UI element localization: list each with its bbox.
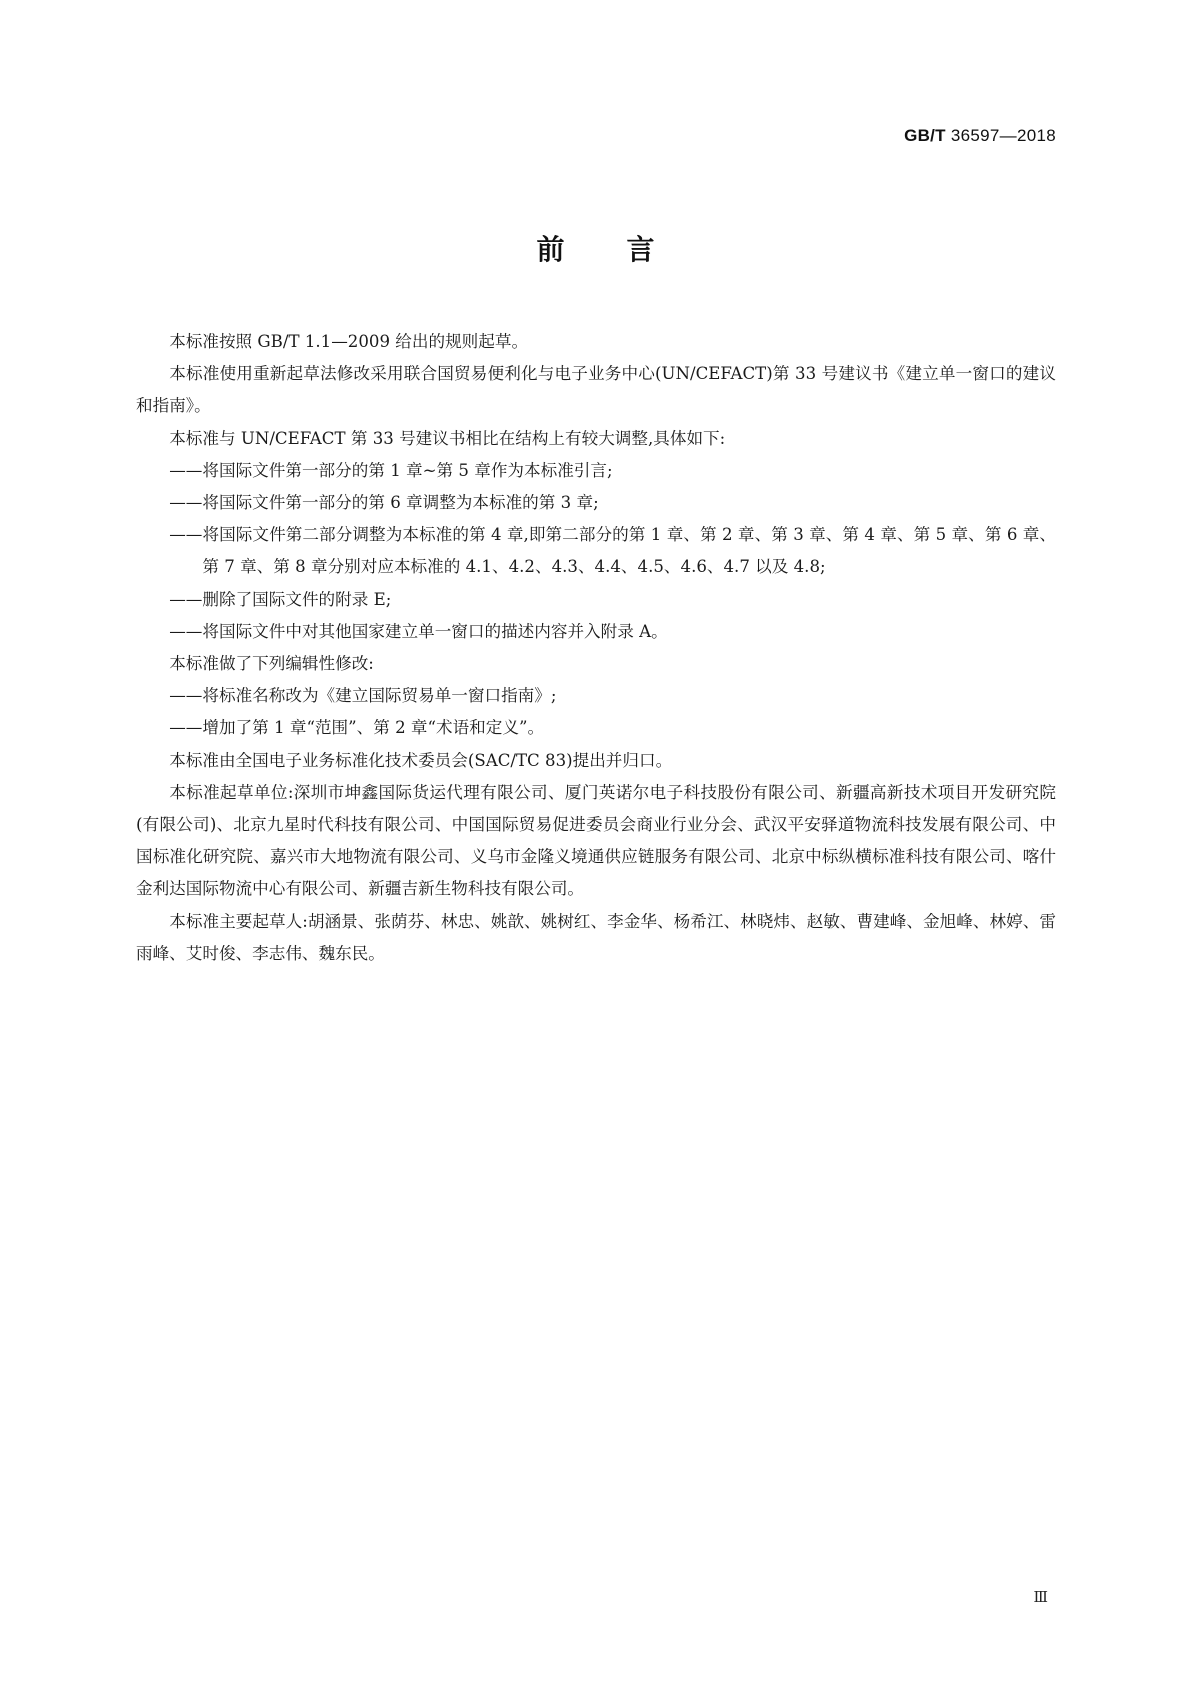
list-item-editorial-2 (136, 712, 1056, 744)
paragraph-structure-intro: 本标准与 UN/CEFACT 第 33 号建议书相比在结构上有较大调整,具体如下: (169, 428, 726, 448)
list-item-structure-3 (136, 519, 1056, 583)
dash-marker: —— (169, 493, 203, 513)
standard-code-number: 36597—2018 (945, 126, 1056, 145)
paragraph-editorial-intro: 本标准做了下列编辑性修改: (169, 654, 374, 674)
dash-marker: —— (169, 589, 203, 609)
dash-marker: —— (169, 686, 203, 706)
list-item-text: 将国际文件第一部分的第 6 章调整为本标准的第 3 章; (202, 493, 599, 513)
dash-marker: —— (169, 525, 203, 545)
dash-marker: —— (169, 460, 203, 480)
standard-code (904, 126, 1056, 146)
list-item-text: 将国际文件中对其他国家建立单一窗口的描述内容并入附录 A。 (202, 621, 668, 641)
list-item-text: 将标准名称改为《建立国际贸易单一窗口指南》; (202, 686, 557, 706)
list-item-text: 将国际文件第一部分的第 1 章~第 5 章作为本标准引言; (202, 460, 613, 480)
list-item-structure-1 (136, 455, 1056, 487)
list-item-structure-5 (136, 616, 1056, 648)
paragraph-adoption-method: 本标准使用重新起草法修改采用联合国贸易便利化与电子业务中心(UN/CEFACT)第 33 号建议书《建立单一窗口的建议和指南》。 (136, 364, 1056, 416)
foreword-body (136, 326, 1056, 970)
page-title-char-2: 言 (626, 233, 655, 266)
dash-marker: —— (169, 718, 203, 738)
paragraph-drafting-rules: 本标准按照 GB/T 1.1—2009 给出的规则起草。 (169, 332, 529, 351)
paragraph-drafting-units: 本标准起草单位:深圳市坤鑫国际货运代理有限公司、厦门英诺尔电子科技股份有限公司、新疆高新技术项目开发研究院(有限公司)、北京九星时代科技有限公司、中国国际贸易促进委员会商业行业分会、武汉平安驿道物流科技发展有限公司、中国标准化研究院、嘉兴市大地物流有限公司、义乌市金隆义境通供应链服务有限公司、北京中标纵横标准科技有限公司、喀什金利达国际物流中心有限公司、新疆吉新生物科技有限公司。 (136, 782, 1056, 899)
list-item-text: 将国际文件第二部分调整为本标准的第 4 章,即第二部分的第 1 章、第 2 章、第 3 章、第 4 章、第 5 章、第 6 章、第 7 章、第 8 章分别对应本标准的 4.1、4.2、4.3、4.4、4.5、4.6、4.7 以及 4.8; (202, 525, 1056, 577)
list-item-structure-4 (136, 584, 1056, 616)
page-number: Ⅲ (1033, 1588, 1048, 1606)
page-title-char-1: 前 (536, 233, 565, 266)
paragraph-proposer: 本标准由全国电子业务标准化技术委员会(SAC/TC 83)提出并归口。 (169, 750, 673, 770)
list-item-structure-2 (136, 487, 1056, 519)
list-item-editorial-1 (136, 680, 1056, 712)
list-item-text: 删除了国际文件的附录 E; (202, 589, 392, 609)
standard-code-prefix: GB/T (904, 126, 946, 145)
paragraph-drafters: 本标准主要起草人:胡涵景、张荫芬、林忠、姚歆、姚树红、李金华、杨希江、林晓炜、赵敏、曹建峰、金旭峰、林婷、雷雨峰、艾时俊、李志伟、魏东民。 (136, 911, 1056, 963)
page-title (0, 228, 1191, 268)
dash-marker: —— (169, 621, 203, 641)
list-item-text: 增加了第 1 章“范围”、第 2 章“术语和定义”。 (202, 718, 545, 738)
